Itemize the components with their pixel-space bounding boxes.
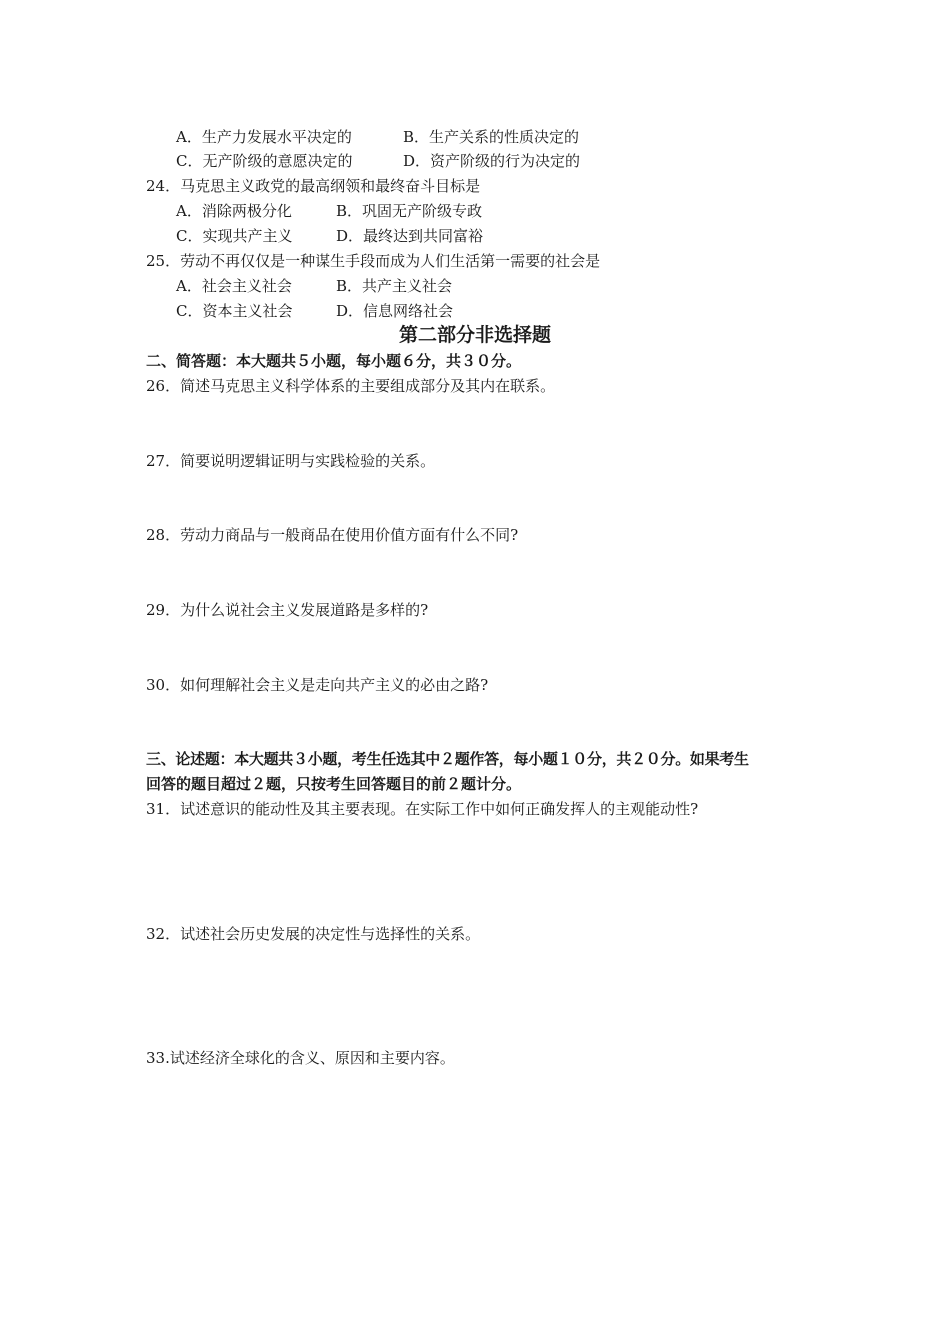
question-32: 32．试述社会历史发展的决定性与选择性的关系。: [146, 925, 481, 943]
question-30: 30．如何理解社会主义是走向共产主义的必由之路?: [146, 676, 489, 694]
q23-option-d: D．资产阶级的行为决定的: [403, 152, 581, 170]
question-27: 27．简要说明逻辑证明与实践检验的关系。: [146, 452, 436, 470]
short-answer-heading: 二、简答题：本大题共５小题，每小题６分，共３０分。: [146, 352, 522, 370]
q24-option-b: B．巩固无产阶级专政: [336, 202, 483, 220]
essay-heading-line2: 回答的题目超过２题，只按考生回答题目的前２题计分。: [146, 775, 522, 793]
q23-option-a: A．生产力发展水平决定的: [176, 128, 352, 146]
q25-option-a: A．社会主义社会: [176, 277, 292, 295]
q25-stem: 25．劳动不再仅仅是一种谋生手段而成为人们生活第一需要的社会是: [146, 252, 601, 270]
question-26: 26．简述马克思主义科学体系的主要组成部分及其内在联系。: [146, 377, 556, 395]
q25-option-b: B．共产主义社会: [336, 277, 453, 295]
question-33: 33.试述经济全球化的含义、原因和主要内容。: [146, 1049, 455, 1067]
question-28: 28．劳动力商品与一般商品在使用价值方面有什么不同?: [146, 526, 519, 544]
q23-option-b: B．生产关系的性质决定的: [403, 128, 580, 146]
q24-option-c: C．实现共产主义: [176, 227, 293, 245]
part2-title: 第二部分非选择题: [398, 324, 551, 346]
question-29: 29．为什么说社会主义发展道路是多样的?: [146, 601, 429, 619]
essay-heading-line1: 三、论述题：本大题共３小题，考生任选其中２题作答，每小题１０分，共２０分。如果考生: [146, 750, 749, 768]
q24-stem: 24．马克思主义政党的最高纲领和最终奋斗目标是: [146, 177, 481, 195]
q24-option-d: D．最终达到共同富裕: [336, 227, 484, 245]
q25-option-c: C．资本主义社会: [176, 302, 293, 320]
question-31: 31．试述意识的能动性及其主要表现。在实际工作中如何正确发挥人的主观能动性?: [146, 800, 699, 818]
q24-option-a: A．消除两极分化: [176, 202, 292, 220]
q25-option-d: D．信息网络社会: [336, 302, 454, 320]
q23-option-c: C．无产阶级的意愿决定的: [176, 152, 353, 170]
